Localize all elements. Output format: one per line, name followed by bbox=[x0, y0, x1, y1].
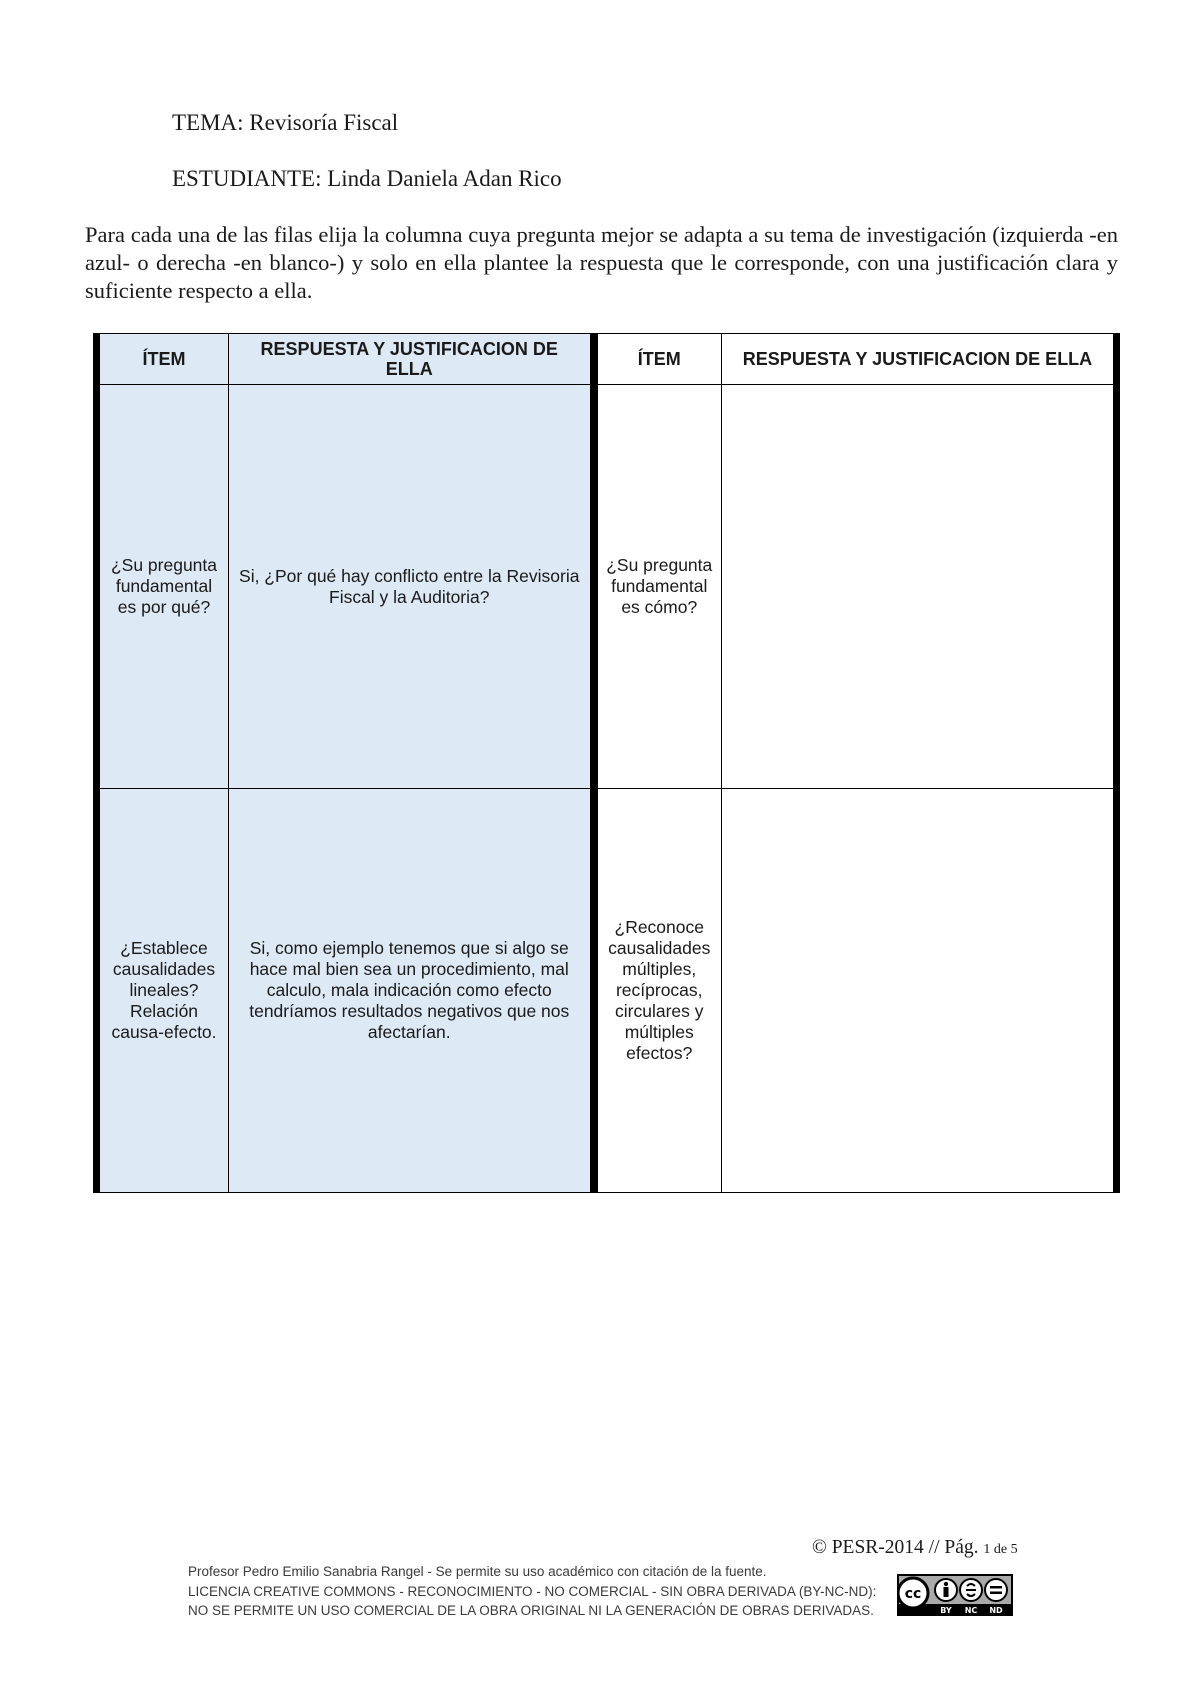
header-answer-right: RESPUESTA Y JUSTIFICACION DE ELLA bbox=[722, 334, 1117, 385]
right-answer-cell[interactable] bbox=[722, 385, 1117, 789]
right-item-cell: ¿Reconoce causalidades múltiples, recíprocas, circulares y múltiples efectos? bbox=[594, 789, 722, 1193]
header-item-left: ÍTEM bbox=[97, 334, 229, 385]
table-row bbox=[97, 789, 1117, 1193]
license-credits bbox=[188, 1562, 878, 1621]
page-count: 1 de 5 bbox=[983, 1542, 1018, 1557]
right-item-cell: ¿Su pregunta fundamental es cómo? bbox=[594, 385, 722, 789]
right-answer-cell[interactable] bbox=[722, 789, 1117, 1193]
credits-line: LICENCIA CREATIVE COMMONS - RECONOCIMIENTO - NO COMERCIAL - SIN OBRA DERIVADA (BY-NC-ND): bbox=[188, 1583, 877, 1599]
left-answer-cell[interactable]: Si, como ejemplo tenemos que si algo se hace mal bien sea un procedimiento, mal calculo, mala indicación como efecto tendríamos resultados negativos que nos afectarían. bbox=[229, 789, 594, 1193]
header-answer-left: RESPUESTA Y JUSTIFICACION DE ELLA bbox=[229, 334, 594, 385]
question-grid bbox=[93, 333, 1120, 1193]
left-answer-cell[interactable]: Si, ¿Por qué hay conflicto entre la Revisoria Fiscal y la Auditoria? bbox=[229, 385, 594, 789]
nd-label: ND bbox=[989, 1606, 1003, 1615]
cc-mark: cc bbox=[904, 1586, 922, 1602]
creative-commons-icon bbox=[897, 1574, 1013, 1616]
credits-line: Profesor Pedro Emilio Sanabria Rangel - Se permite su uso académico con citación de la fuente. bbox=[188, 1564, 767, 1579]
table-header-row bbox=[97, 334, 1117, 385]
left-item-cell: ¿Establece causalidades lineales? Relación causa-efecto. bbox=[97, 789, 229, 1193]
nc-label: NC bbox=[964, 1606, 978, 1615]
header-item-right: ÍTEM bbox=[594, 334, 722, 385]
page-number bbox=[812, 1537, 1018, 1559]
question-table bbox=[93, 333, 1113, 1193]
left-item-cell: ¿Su pregunta fundamental es por qué? bbox=[97, 385, 229, 789]
table-row bbox=[97, 385, 1117, 789]
student-line: ESTUDIANTE: Linda Daniela Adan Rico bbox=[172, 166, 562, 191]
topic-line: TEMA: Revisoría Fiscal bbox=[172, 110, 399, 135]
instructions-paragraph: Para cada una de las filas elija la columna cuya pregunta mejor se adapta a su tema de investigación (izquierda -en azul- o derecha -en blanco-) y solo en ella plantee la respuesta que le corresponde, con una justificación clara y suficiente respecto a ella. bbox=[85, 222, 1118, 303]
credits-line: NO SE PERMITE UN USO COMERCIAL DE LA OBRA ORIGINAL NI LA GENERACIÓN DE OBRAS DERIVADAS. bbox=[188, 1603, 874, 1618]
by-label: BY bbox=[940, 1606, 952, 1615]
page-prefix: © PESR-2014 // Pág. bbox=[812, 1537, 979, 1558]
